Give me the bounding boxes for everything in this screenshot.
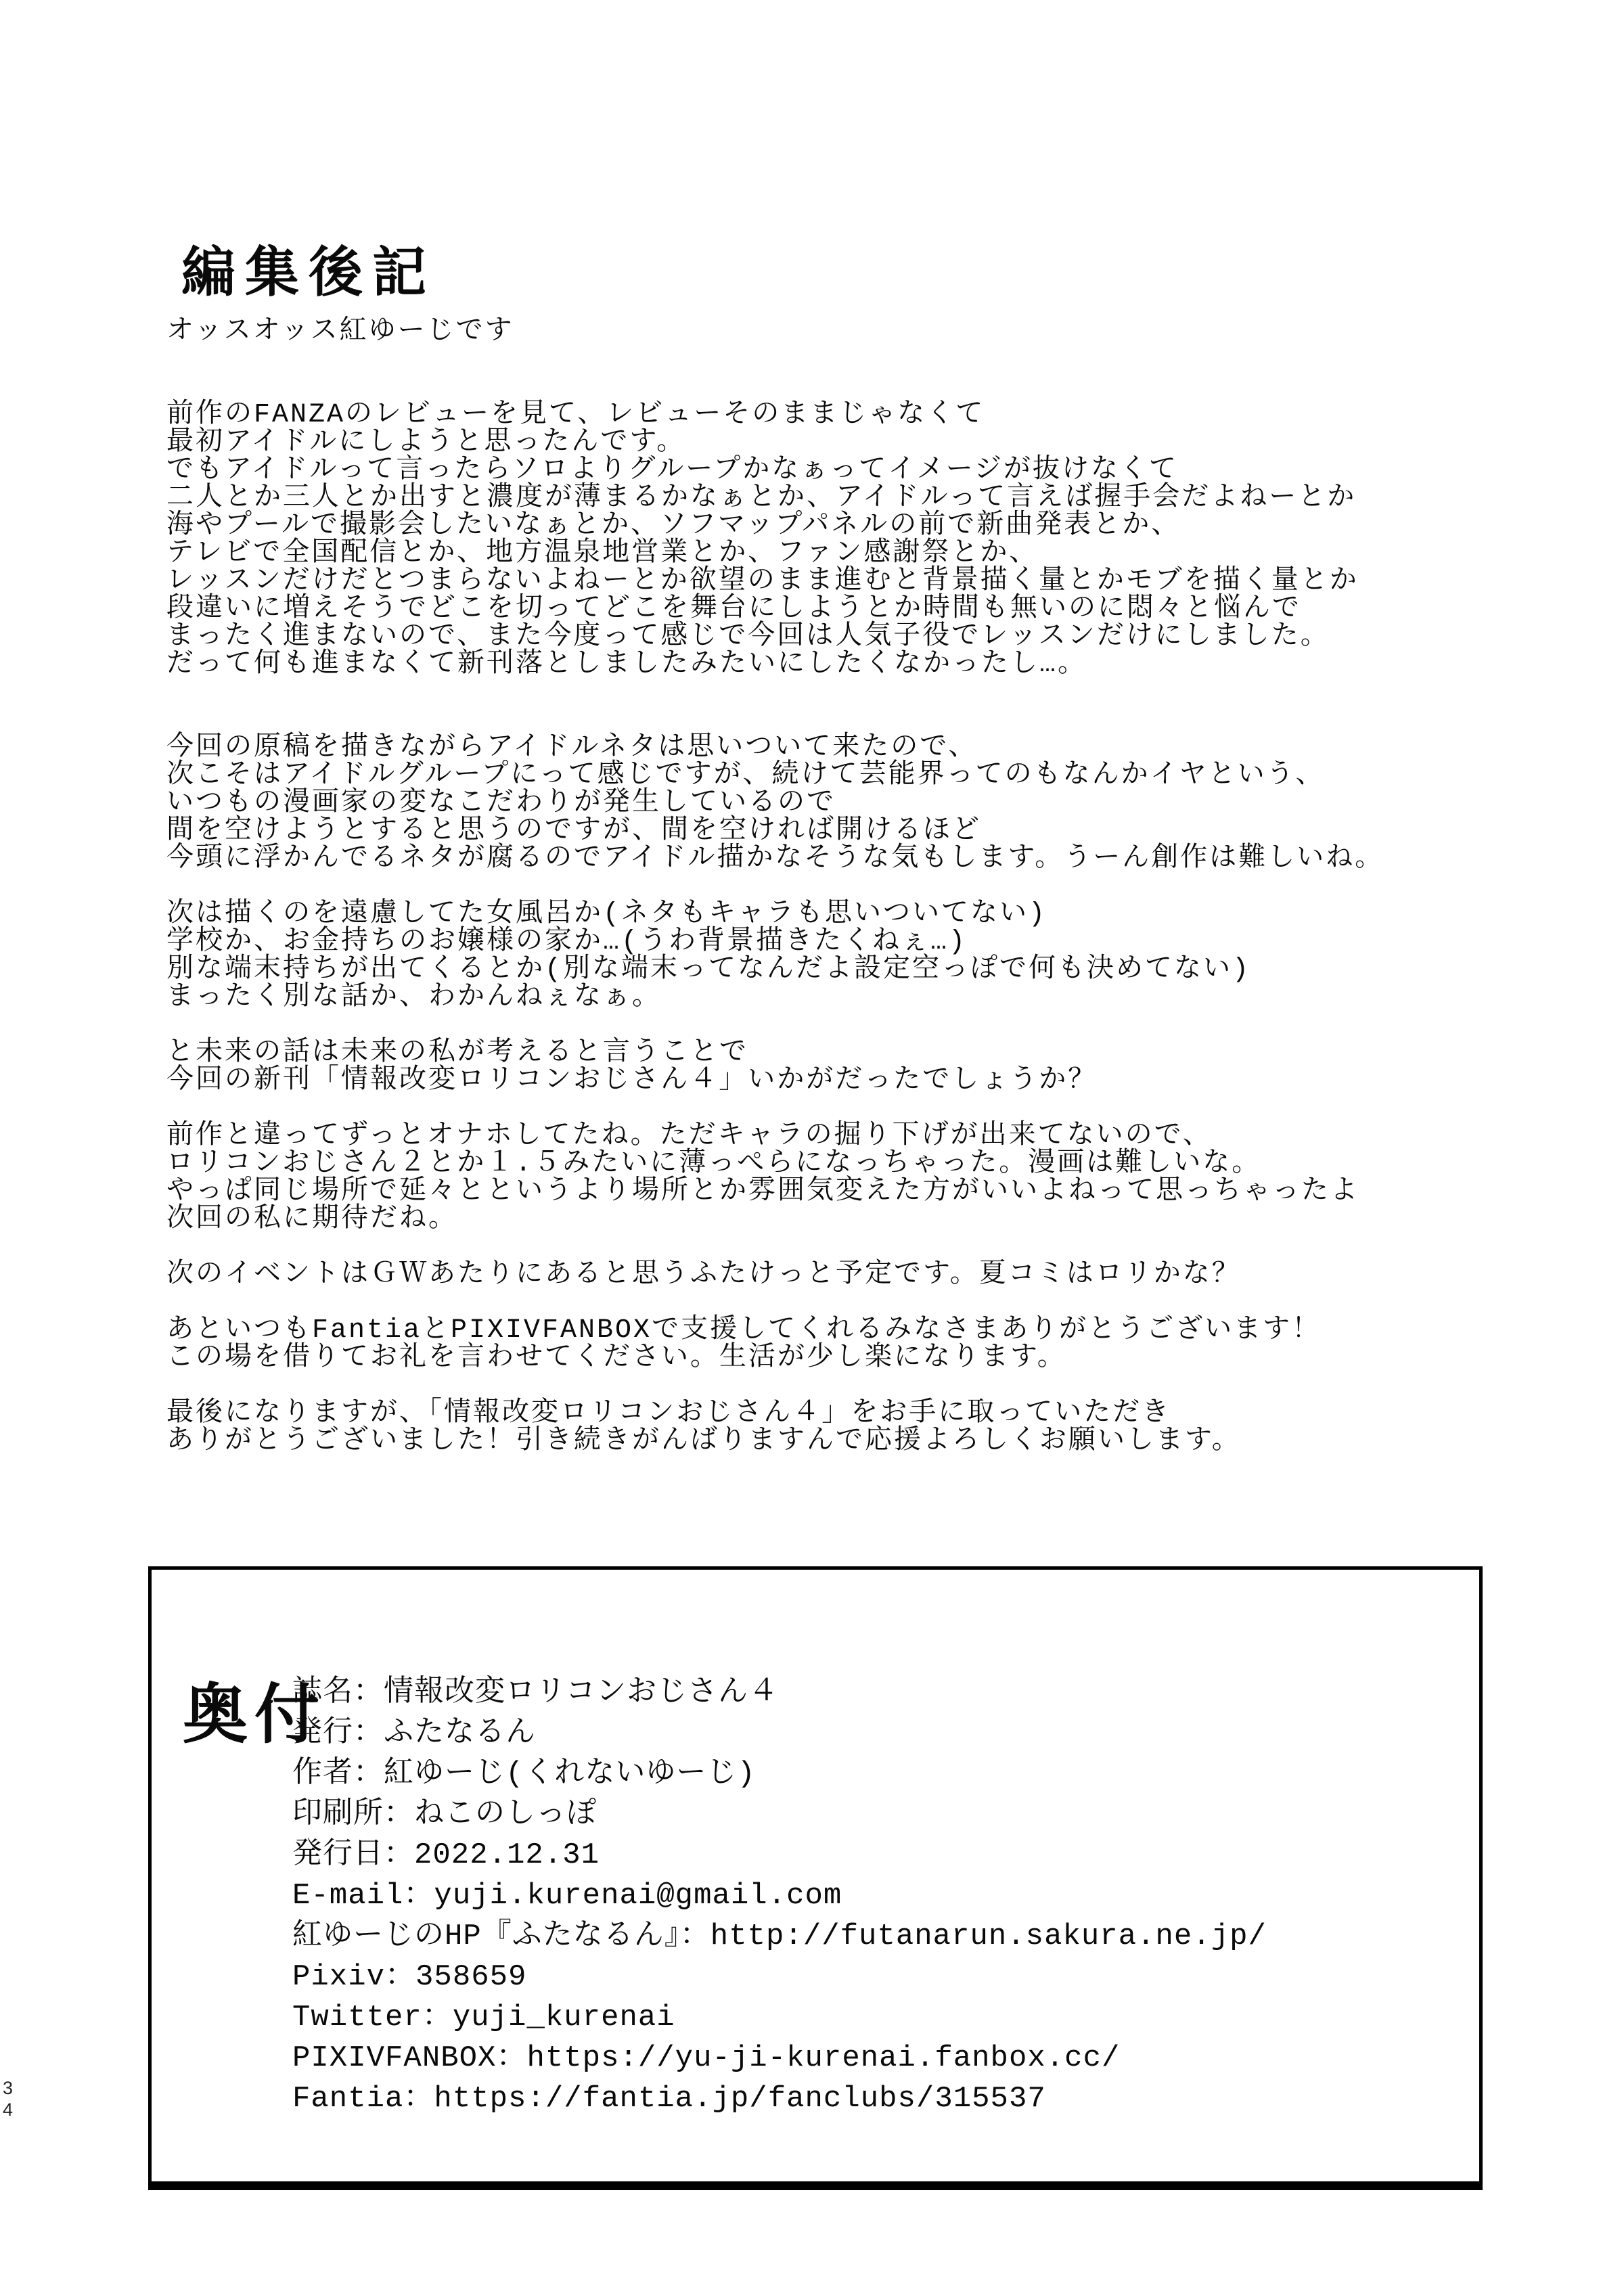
afterword-paragraph: [166, 1261, 1384, 1289]
afterword-paragraph: [166, 734, 1384, 873]
colophon-entry: E-mail：yuji.kurenai@gmail.com: [292, 1879, 842, 1913]
colophon-entry: 紅ゆーじのHP『ふたなるん』：http://futanarun.sakura.ne.jp/: [292, 1920, 1267, 1953]
afterword-line: でもアイドルって言ったらソロよりグループかなぁってイメージが抜けなくて: [166, 455, 1178, 486]
colophon-entry: Twitter：yuji_kurenai: [292, 2001, 675, 2035]
afterword-line: と未来の話は未来の私が考えると言うことで: [166, 1038, 748, 1068]
page-number-digit: 3: [3, 2078, 14, 2098]
afterword-line: 今頭に浮かんでるネタが腐るのでアイドル描かなそうな気もします。うーん創作は難しいね。: [166, 844, 1384, 874]
afterword-paragraph: [166, 401, 1384, 679]
colophon-entry: Fantia：https://fantia.jp/fanclubs/315537: [292, 2082, 1046, 2116]
afterword-line: 間を空けようとすると思うのですが、間を空ければ開けるほど: [166, 816, 981, 846]
afterword-body: [166, 318, 1384, 1455]
afterword-line: 次こそはアイドルグループにって感じですが、続けて芸能界ってのもなんかイヤという、: [166, 760, 1325, 791]
afterword-line: 最初アイドルにしようと思ったんです。: [166, 428, 686, 458]
afterword-line: この場を借りてお礼を言わせてください。生活が少し楽になります。: [166, 1343, 1066, 1373]
afterword-paragraph: [166, 1400, 1384, 1455]
colophon-entry: 印刷所：ねこのしっぽ: [292, 1798, 597, 1832]
afterword-line: 前作のFANZAのレビューを見て、レビューそのままじゃなくて: [166, 400, 985, 430]
afterword-paragraph: [166, 318, 1384, 346]
colophon-entry: PIXIVFANBOX：https://yu-ji-kurenai.fanbox.cc/: [292, 2041, 1121, 2075]
colophon-entry: 誌名：情報改変ロリコンおじさん４: [292, 1676, 780, 1710]
afterword-line: やっぱ同じ場所で延々とというより場所とか雰囲気変えた方がいいよねって思っちゃったよ: [166, 1177, 1359, 1207]
afterword-line: レッスンだけだとつまらないよねーとか欲望のまま進むと背景描く量とかモブを描く量とか: [166, 566, 1359, 597]
colophon-title: 奥付: [183, 1678, 326, 1751]
afterword-line: 次回の私に期待だね。: [166, 1204, 457, 1235]
colophon-entry: 発行日：2022.12.31: [292, 1838, 600, 1872]
afterword-line: だって何も進まなくて新刊落としましたみたいにしたくなかったし…。: [166, 650, 1087, 680]
colophon-entry: 作者：紅ゆーじ(くれないゆーじ): [292, 1757, 756, 1791]
afterword-line: いつもの漫画家の変なこだわりが発生しているので: [166, 788, 836, 819]
afterword-line: 最後になりますが、「情報改変ロリコンおじさん４」をお手に取っていただき: [166, 1399, 1171, 1429]
afterword-line: まったく進まないので、また今度って感じで今回は人気子役でレッスンだけにしました。: [166, 622, 1330, 652]
page-number-digit: 4: [3, 2099, 14, 2120]
afterword-line: まったく別な話か、わかんねぇなぁ。: [166, 982, 661, 1013]
afterword-line: 海やプールで撮影会したいなぁとか、ソフマップパネルの前で新曲発表とか、: [166, 511, 1181, 541]
afterword-line: 次のイベントはＧＷあたりにあると思うふたけっと予定です。夏コミはロリかな？: [166, 1260, 1241, 1290]
afterword-paragraph: [166, 1122, 1384, 1233]
afterword-line: 二人とか三人とか出すと濃度が薄まるかなぁとか、アイドルって言えば握手会だよねーとか: [166, 483, 1357, 514]
afterword-line: あといつもFantiaとPIXIVFANBOXで支援してくれるみなさまありがとうございます！: [166, 1315, 1322, 1346]
afterword-line: 段違いに増えそうでどこを切ってどこを舞台にしようとか時間も無いのに悶々と悩んで: [166, 594, 1301, 625]
afterword-line: 前作と違ってずっとオナホしてたね。ただキャラの掘り下げが出来てないので、: [166, 1121, 1212, 1152]
colophon-entry: Pixiv：358659: [292, 1960, 527, 1994]
afterword-line: 今回の原稿を描きながらアイドルネタは思いついて来たので、: [166, 733, 978, 763]
afterword-line: ロリコンおじさん２とか１.５みたいに薄っぺらになっちゃった。漫画は難しいな。: [166, 1149, 1261, 1179]
page-number: [3, 2077, 13, 2120]
afterword-line: 学校か、お金持ちのお嬢様の家か…(うわ背景描きたくねぇ…): [166, 927, 968, 957]
colophon-entries: [292, 1673, 1267, 2119]
afterword-paragraph: [166, 1039, 1384, 1095]
afterword-line: 次は描くのを遠慮してた女風呂か(ネタもキャラも思いついてない): [166, 899, 1047, 930]
afterword-line: テレビで全国配信とか、地方温泉地営業とか、ファン感謝祭とか、: [166, 539, 1039, 569]
afterword-line: 別な端末持ちが出てくるとか(別な端末ってなんだよ設定空っぽで何も決めてない): [166, 955, 1251, 985]
colophon-box: [148, 1566, 1483, 2190]
afterword-title: 編集後記: [181, 242, 436, 302]
afterword-paragraph: [166, 901, 1384, 1012]
afterword-line: ありがとうございました！引き続きがんばりますんで応援よろしくお願いします。: [166, 1426, 1241, 1457]
afterword-paragraph: [166, 1317, 1384, 1372]
colophon-entry: 発行：ふたなるん: [292, 1717, 536, 1750]
afterword-line: 今回の新刊「情報改変ロリコンおじさん４」いかがだったでしょうか？: [166, 1066, 1098, 1096]
afterword-line: オッスオッス紅ゆーじです: [166, 317, 514, 347]
